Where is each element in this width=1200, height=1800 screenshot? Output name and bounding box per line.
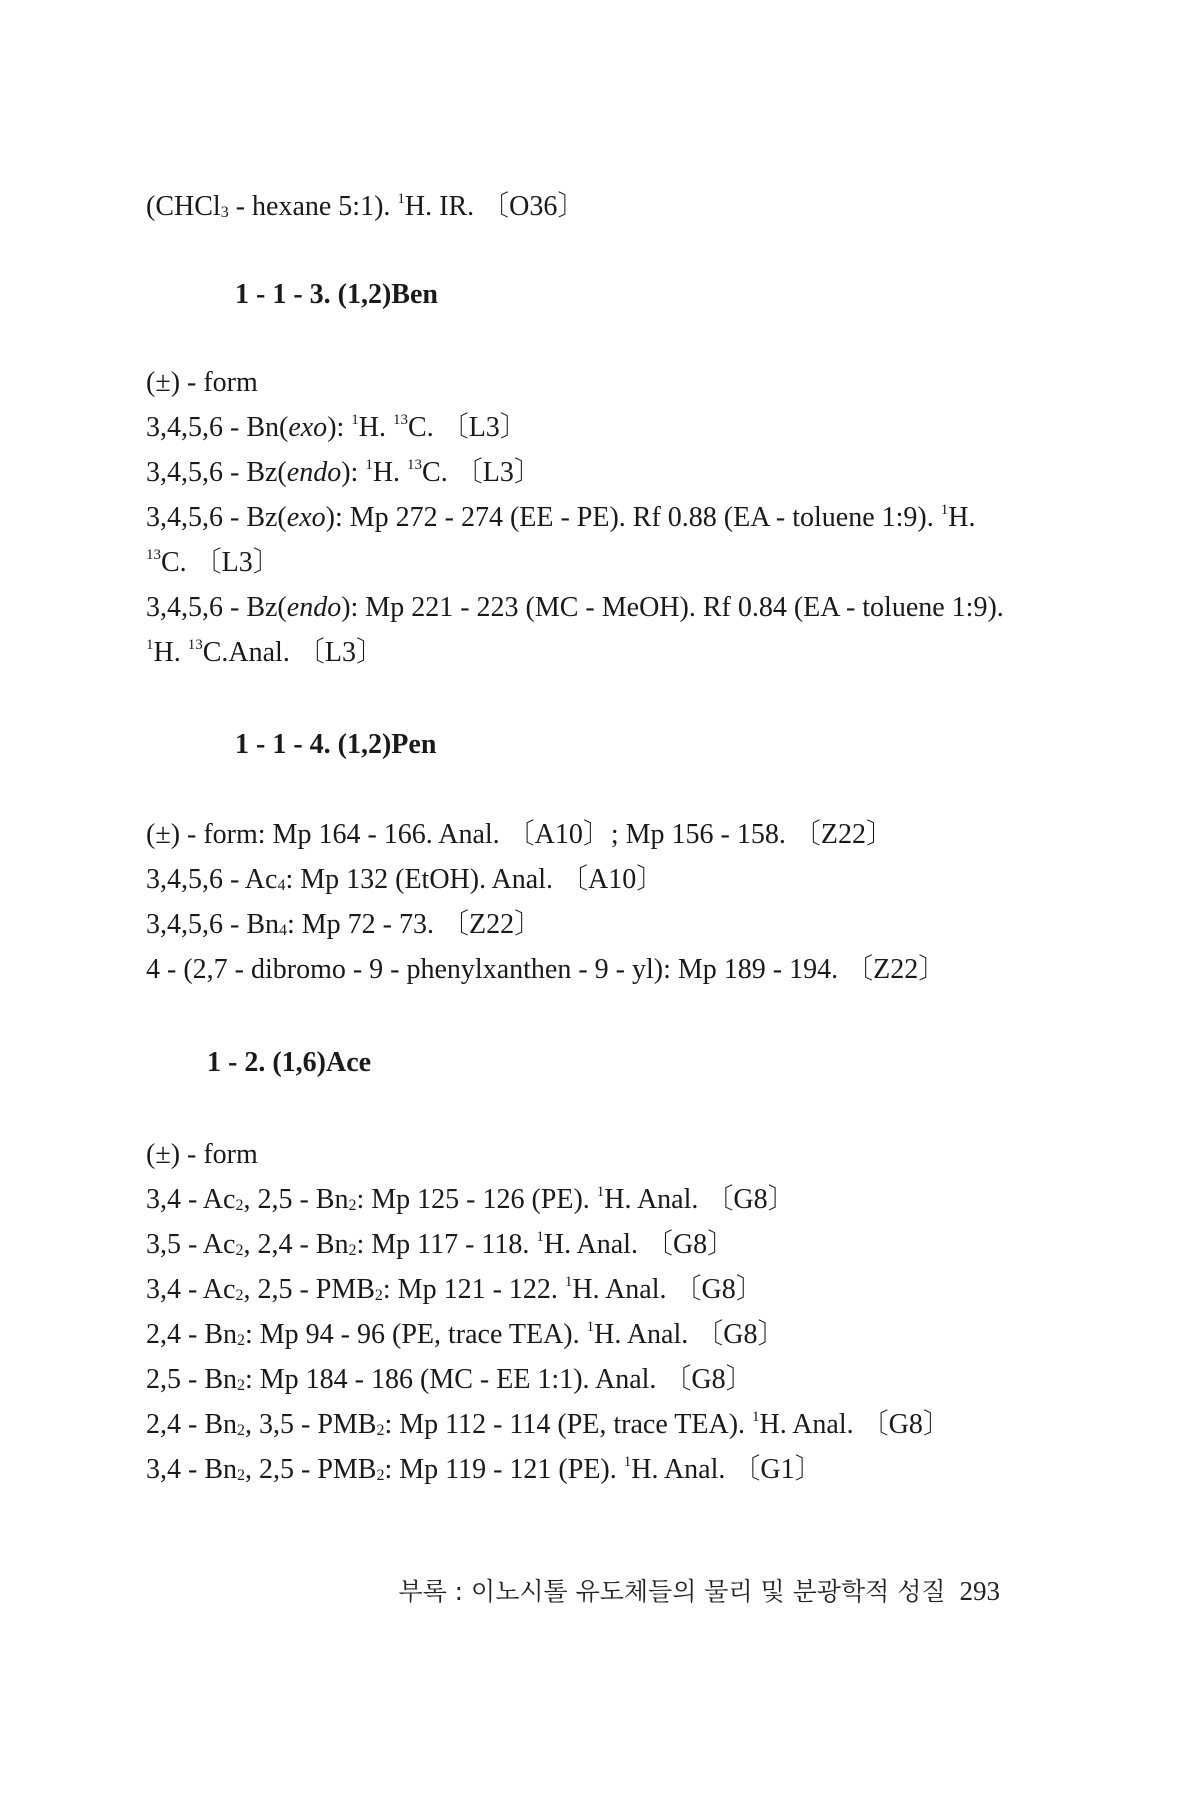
- text-run: 2,5 - Bn: [146, 1364, 237, 1395]
- superscript: 1: [351, 412, 359, 428]
- subscript: 2: [374, 1287, 383, 1304]
- section-heading: 1 - 1 - 3. (1,2)Ben: [235, 279, 438, 310]
- text-run: H. Anal. 〔G8〕: [572, 1274, 764, 1305]
- running-footer: [398, 1574, 1000, 1609]
- text-run: , 2,5 - Bn: [243, 1184, 349, 1215]
- entry-line: [146, 1318, 785, 1352]
- text-run-italic: endo: [286, 457, 342, 488]
- entry-line: [146, 411, 528, 445]
- section-heading: 1 - 2. (1,6)Ace: [207, 1047, 372, 1078]
- text-run-italic: exo: [286, 502, 326, 533]
- subscript: 2: [237, 1377, 245, 1394]
- entry-line: (±) - form: [146, 367, 258, 398]
- text-run: : Mp 121 - 122.: [382, 1274, 565, 1305]
- entry-line: (±) - form: Mp 164 - 166. Anal. 〔A10〕; Mp 156 - 158. 〔Z22〕: [146, 819, 894, 850]
- subscript: 2: [235, 1242, 244, 1259]
- subscript: 2: [237, 1467, 245, 1484]
- text-run: 3,4 - Ac: [146, 1184, 236, 1215]
- entry-line: (±) - form: [146, 1139, 258, 1170]
- footer-title: 부록 : 이노시톨 유도체들의 물리 및 분광학적 성질: [398, 1577, 946, 1606]
- text-run: H. Anal. 〔G8〕: [594, 1319, 786, 1350]
- text-run: 3,4,5,6 - Bz(: [146, 502, 287, 533]
- text-run: 3,5 - Ac: [146, 1229, 236, 1260]
- superscript: 1: [586, 1319, 595, 1335]
- entry-line: [146, 591, 1004, 625]
- text-run: : Mp 112 - 114 (PE, trace TEA).: [384, 1409, 753, 1440]
- text-run: (CHCl: [146, 191, 221, 222]
- text-run: H.: [948, 502, 976, 533]
- entry-line: [146, 190, 585, 224]
- entry-line: 4 - (2,7 - dibromo - 9 - phenylxanthen - 9 - yl): Mp 189 - 194. 〔Z22〕: [146, 954, 947, 985]
- superscript: 1: [564, 1274, 573, 1290]
- text-run: - hexane 5:1).: [228, 191, 398, 222]
- text-run: : Mp 119 - 121 (PE).: [384, 1454, 624, 1485]
- superscript: 1: [596, 1184, 605, 1200]
- superscript: 1: [623, 1454, 632, 1470]
- entry-line: [146, 546, 281, 580]
- entry-line: [146, 1273, 764, 1307]
- text-run: H.: [358, 412, 394, 443]
- text-run: 3,4 - Bn: [146, 1454, 237, 1485]
- section-heading: 1 - 1 - 4. (1,2)Pen: [235, 729, 437, 760]
- text-run: H. Anal. 〔G8〕: [543, 1229, 736, 1260]
- text-run: C. 〔L3〕: [161, 547, 281, 578]
- text-run: 3,4,5,6 - Bz(: [146, 457, 287, 488]
- text-run: C. 〔L3〕: [408, 412, 528, 443]
- subscript: 3: [220, 204, 229, 221]
- text-run: , 2,5 - PMB: [243, 1274, 375, 1305]
- text-run: H. IR. 〔O36〕: [404, 191, 586, 222]
- entry-line: [146, 1363, 754, 1397]
- text-run: 3,4,5,6 - Ac: [146, 864, 278, 895]
- text-run: : Mp 72 - 73. 〔Z22〕: [287, 909, 543, 940]
- text-run: ):: [327, 412, 352, 443]
- text-run: 3,4,5,6 - Bn(: [146, 412, 289, 443]
- text-run: ): Mp 272 - 274 (EE - PE). Rf 0.88 (EA - toluene 1:9).: [325, 502, 941, 533]
- subscript: 2: [235, 1197, 244, 1214]
- text-run: 3,4 - Ac: [146, 1274, 236, 1305]
- subscript: 2: [237, 1422, 245, 1439]
- subscript: 2: [348, 1242, 357, 1259]
- text-run: H. Anal. 〔G8〕: [759, 1409, 951, 1440]
- subscript: 4: [279, 922, 287, 939]
- entry-line: [146, 1183, 796, 1217]
- superscript: 13: [187, 637, 203, 653]
- subscript: 4: [277, 877, 286, 894]
- entry-line: [146, 456, 542, 490]
- text-run: : Mp 132 (EtOH). Anal. 〔A10〕: [285, 864, 665, 895]
- subscript: 2: [235, 1287, 244, 1304]
- entry-line: [146, 1453, 823, 1487]
- text-run: , 3,5 - PMB: [245, 1409, 377, 1440]
- subscript: 2: [348, 1197, 357, 1214]
- text-run: 3,4,5,6 - Bn: [146, 909, 279, 940]
- text-run-italic: endo: [286, 592, 342, 623]
- text-run: , 2,5 - PMB: [245, 1454, 377, 1485]
- superscript: 1: [940, 502, 949, 518]
- text-run: : Mp 117 - 118.: [356, 1229, 537, 1260]
- text-run: : Mp 184 - 186 (MC - EE 1:1). Anal. 〔G8〕: [245, 1364, 754, 1395]
- text-run: H.: [153, 637, 188, 668]
- superscript: 13: [146, 547, 161, 563]
- entry-line: [146, 636, 384, 670]
- superscript: 1: [146, 637, 154, 653]
- text-run: , 2,4 - Bn: [243, 1229, 349, 1260]
- superscript: 13: [393, 412, 409, 428]
- text-run: C. 〔L3〕: [422, 457, 542, 488]
- entry-line: [146, 1228, 735, 1262]
- text-run: 2,4 - Bn: [146, 1409, 237, 1440]
- subscript: 2: [376, 1467, 385, 1484]
- text-run: : Mp 125 - 126 (PE).: [356, 1184, 597, 1215]
- text-run-italic: exo: [288, 412, 328, 443]
- text-run: ):: [341, 457, 366, 488]
- text-run: H.: [372, 457, 408, 488]
- superscript: 1: [397, 191, 405, 207]
- subscript: 2: [237, 1332, 245, 1349]
- superscript: 1: [752, 1409, 760, 1425]
- subscript: 2: [376, 1422, 385, 1439]
- text-run: H. Anal. 〔G1〕: [631, 1454, 823, 1485]
- entry-line: [146, 1408, 951, 1442]
- entry-line: [146, 908, 542, 942]
- entry-line: [146, 501, 975, 535]
- text-run: C.Anal. 〔L3〕: [202, 637, 384, 668]
- text-run: 2,4 - Bn: [146, 1319, 237, 1350]
- text-run: H. Anal. 〔G8〕: [604, 1184, 796, 1215]
- text-run: ): Mp 221 - 223 (MC - MeOH). Rf 0.84 (EA - toluene 1:9).: [341, 592, 1004, 623]
- superscript: 1: [365, 457, 373, 473]
- page-number: 293: [959, 1576, 1000, 1606]
- text-run: : Mp 94 - 96 (PE, trace TEA).: [245, 1319, 587, 1350]
- entry-line: [146, 863, 664, 897]
- superscript: 1: [536, 1229, 544, 1245]
- superscript: 13: [407, 457, 423, 473]
- text-run: 3,4,5,6 - Bz(: [146, 592, 287, 623]
